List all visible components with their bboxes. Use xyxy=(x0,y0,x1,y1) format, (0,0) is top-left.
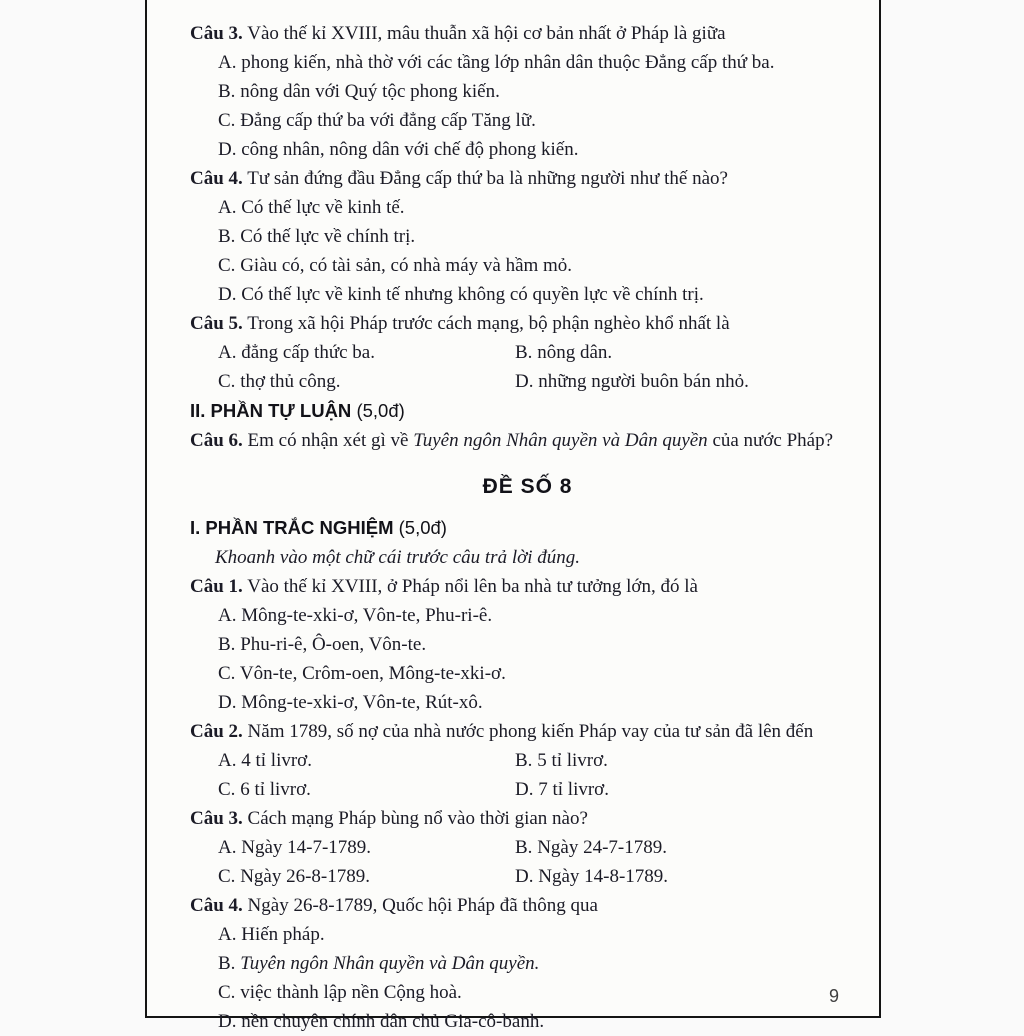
option-text: Có thế lực về kinh tế. xyxy=(241,197,405,218)
exam-set-title: ĐỀ SỐ 8 xyxy=(482,475,573,498)
answer-option xyxy=(190,222,865,251)
question-block xyxy=(190,309,865,396)
answer-option xyxy=(190,77,865,106)
option-text: những người buôn bán nhỏ. xyxy=(538,371,749,392)
option-text: đẳng cấp thức ba. xyxy=(241,342,375,363)
option-text: Đẳng cấp thứ ba với đẳng cấp Tăng lữ. xyxy=(240,110,536,131)
answer-option xyxy=(190,688,865,717)
question-text: Năm 1789, số nợ của nhà nước phong kiến Pháp vay của tư sản đã lên đến xyxy=(247,721,814,742)
question-block xyxy=(190,891,865,1036)
section-header xyxy=(190,396,865,426)
option-label: A. xyxy=(218,924,237,945)
answer-option xyxy=(190,135,865,164)
answer-option xyxy=(190,251,865,280)
option-label: C. xyxy=(218,779,236,800)
option-text: Mông-te-xki-ơ, Vôn-te, Rút-xô. xyxy=(241,692,483,713)
options-list xyxy=(190,601,865,717)
question-text: Vào thế kỉ XVIII, ở Pháp nổi lên ba nhà tư tưởng lớn, đó là xyxy=(247,576,698,597)
option-label: C. xyxy=(218,866,236,887)
options-list xyxy=(190,833,865,891)
question-line xyxy=(190,309,865,338)
question-label: Câu 2. xyxy=(190,721,243,742)
question-block xyxy=(190,19,865,164)
option-text: Vôn-te, Crôm-oen, Mông-te-xki-ơ. xyxy=(239,663,506,684)
option-label: B. xyxy=(515,837,533,858)
option-label: C. xyxy=(218,982,236,1003)
answer-option xyxy=(190,48,865,77)
option-text: công nhân, nông dân với chế độ phong kiến. xyxy=(241,139,579,160)
page-content xyxy=(147,0,879,1036)
question-line xyxy=(190,426,865,455)
question-block xyxy=(190,572,865,717)
section-points: (5,0đ) xyxy=(356,400,405,421)
option-label: D. xyxy=(218,139,237,160)
question-line xyxy=(190,717,865,746)
question-line xyxy=(190,804,865,833)
answer-option xyxy=(515,746,865,775)
option-text: 5 tỉ livrơ. xyxy=(537,750,608,771)
answer-option xyxy=(218,775,515,804)
option-text: phong kiến, nhà thờ với các tầng lớp nhân dân thuộc Đẳng cấp thứ ba. xyxy=(241,52,775,73)
question-line xyxy=(190,19,865,48)
option-text: Ngày 26-8-1789. xyxy=(240,866,370,887)
answer-option xyxy=(515,862,865,891)
section-header xyxy=(190,513,865,543)
page-number: 9 xyxy=(828,986,839,1006)
option-text: Có thế lực về kinh tế nhưng không có quyền lực về chính trị. xyxy=(241,284,704,305)
option-label: A. xyxy=(218,837,237,858)
answer-option xyxy=(190,659,865,688)
answer-option xyxy=(190,630,865,659)
question-line xyxy=(190,572,865,601)
option-text: Hiến pháp. xyxy=(241,924,325,945)
question-label: Câu 1. xyxy=(190,576,243,597)
option-text: 4 tỉ livrơ. xyxy=(241,750,312,771)
answer-option xyxy=(218,833,515,862)
question-label: Câu 4. xyxy=(190,168,243,189)
option-label: D. xyxy=(515,779,534,800)
option-text: 6 tỉ livrơ. xyxy=(240,779,311,800)
answer-option xyxy=(190,193,865,222)
option-text: nông dân. xyxy=(537,342,613,363)
option-label: D. xyxy=(218,1011,237,1032)
document-page xyxy=(145,0,881,1032)
option-label: B. xyxy=(515,342,533,363)
options-list xyxy=(190,193,865,309)
question-text: Cách mạng Pháp bùng nổ vào thời gian nào? xyxy=(247,808,588,829)
answer-option xyxy=(190,949,865,978)
question-text: Vào thế kỉ XVIII, mâu thuẫn xã hội cơ bản nhất ở Pháp là giữa xyxy=(247,23,726,44)
option-label: B. xyxy=(515,750,533,771)
answer-option xyxy=(218,862,515,891)
answer-option xyxy=(515,367,865,396)
question-text: Em có nhận xét gì về xyxy=(247,430,414,451)
question-block xyxy=(190,164,865,309)
options-list xyxy=(190,338,865,396)
option-text: nền chuyên chính dân chủ Gia-cô-banh. xyxy=(241,1011,545,1032)
option-text: Ngày 14-7-1789. xyxy=(241,837,372,858)
answer-option xyxy=(218,338,515,367)
question-text: của nước Pháp? xyxy=(707,430,834,451)
option-label: D. xyxy=(515,866,534,887)
section-title: II. PHẦN TỰ LUẬN xyxy=(190,400,352,421)
question-label: Câu 3. xyxy=(190,808,243,829)
question-block xyxy=(190,426,865,455)
instruction-note: Khoanh vào một chữ cái trước câu trả lời đúng. xyxy=(215,547,581,568)
answer-option xyxy=(515,775,865,804)
question-label: Câu 6. xyxy=(190,430,243,451)
option-text: thợ thủ công. xyxy=(240,371,341,392)
options-list xyxy=(190,920,865,1036)
answer-option xyxy=(190,920,865,949)
option-label: D. xyxy=(515,371,534,392)
option-text: 7 tỉ livrơ. xyxy=(538,779,609,800)
option-text: Có thế lực về chính trị. xyxy=(240,226,416,247)
question-text: Tư sản đứng đầu Đẳng cấp thứ ba là những người như thế nào? xyxy=(247,168,728,189)
answer-option xyxy=(190,1007,865,1036)
question-block xyxy=(190,804,865,891)
option-label: B. xyxy=(218,953,236,974)
question-text: Ngày 26-8-1789, Quốc hội Pháp đã thông qua xyxy=(247,895,598,916)
answer-option xyxy=(218,746,515,775)
answer-option xyxy=(190,280,865,309)
option-text: việc thành lập nền Cộng hoà. xyxy=(240,982,462,1003)
option-label: C. xyxy=(218,663,236,684)
question-label: Câu 4. xyxy=(190,895,243,916)
answer-option xyxy=(218,367,515,396)
option-text: Ngày 24-7-1789. xyxy=(537,837,667,858)
question-text: Tuyên ngôn Nhân quyền và Dân quyền xyxy=(413,430,708,451)
answer-option xyxy=(190,601,865,630)
question-line xyxy=(190,164,865,193)
answer-option xyxy=(515,338,865,367)
option-label: B. xyxy=(218,226,236,247)
options-list xyxy=(190,746,865,804)
answer-option xyxy=(515,833,865,862)
question-line xyxy=(190,891,865,920)
option-label: C. xyxy=(218,255,236,276)
question-text: Trong xã hội Pháp trước cách mạng, bộ phận nghèo khổ nhất là xyxy=(247,313,730,334)
question-block xyxy=(190,717,865,804)
option-text: Ngày 14-8-1789. xyxy=(538,866,669,887)
option-text: Phu-ri-ê, Ô-oen, Vôn-te. xyxy=(240,634,427,655)
option-label: C. xyxy=(218,371,236,392)
option-text: nông dân với Quý tộc phong kiến. xyxy=(240,81,500,102)
option-label: A. xyxy=(218,342,237,363)
question-label: Câu 3. xyxy=(190,23,243,44)
option-label: B. xyxy=(218,81,236,102)
option-label: D. xyxy=(218,284,237,305)
option-label: C. xyxy=(218,110,236,131)
option-label: A. xyxy=(218,52,237,73)
answer-option xyxy=(190,978,865,1007)
options-list xyxy=(190,48,865,164)
option-label: B. xyxy=(218,634,236,655)
option-label: A. xyxy=(218,750,237,771)
question-label: Câu 5. xyxy=(190,313,243,334)
option-text: Tuyên ngôn Nhân quyền và Dân quyền. xyxy=(240,953,540,974)
option-label: A. xyxy=(218,605,237,626)
option-text: Giàu có, có tài sản, có nhà máy và hầm mỏ. xyxy=(240,255,573,276)
answer-option xyxy=(190,106,865,135)
option-text: Mông-te-xki-ơ, Vôn-te, Phu-ri-ê. xyxy=(241,605,493,626)
option-label: A. xyxy=(218,197,237,218)
section-points: (5,0đ) xyxy=(398,517,447,538)
section-title: I. PHẦN TRẮC NGHIỆM xyxy=(190,517,394,538)
option-label: D. xyxy=(218,692,237,713)
